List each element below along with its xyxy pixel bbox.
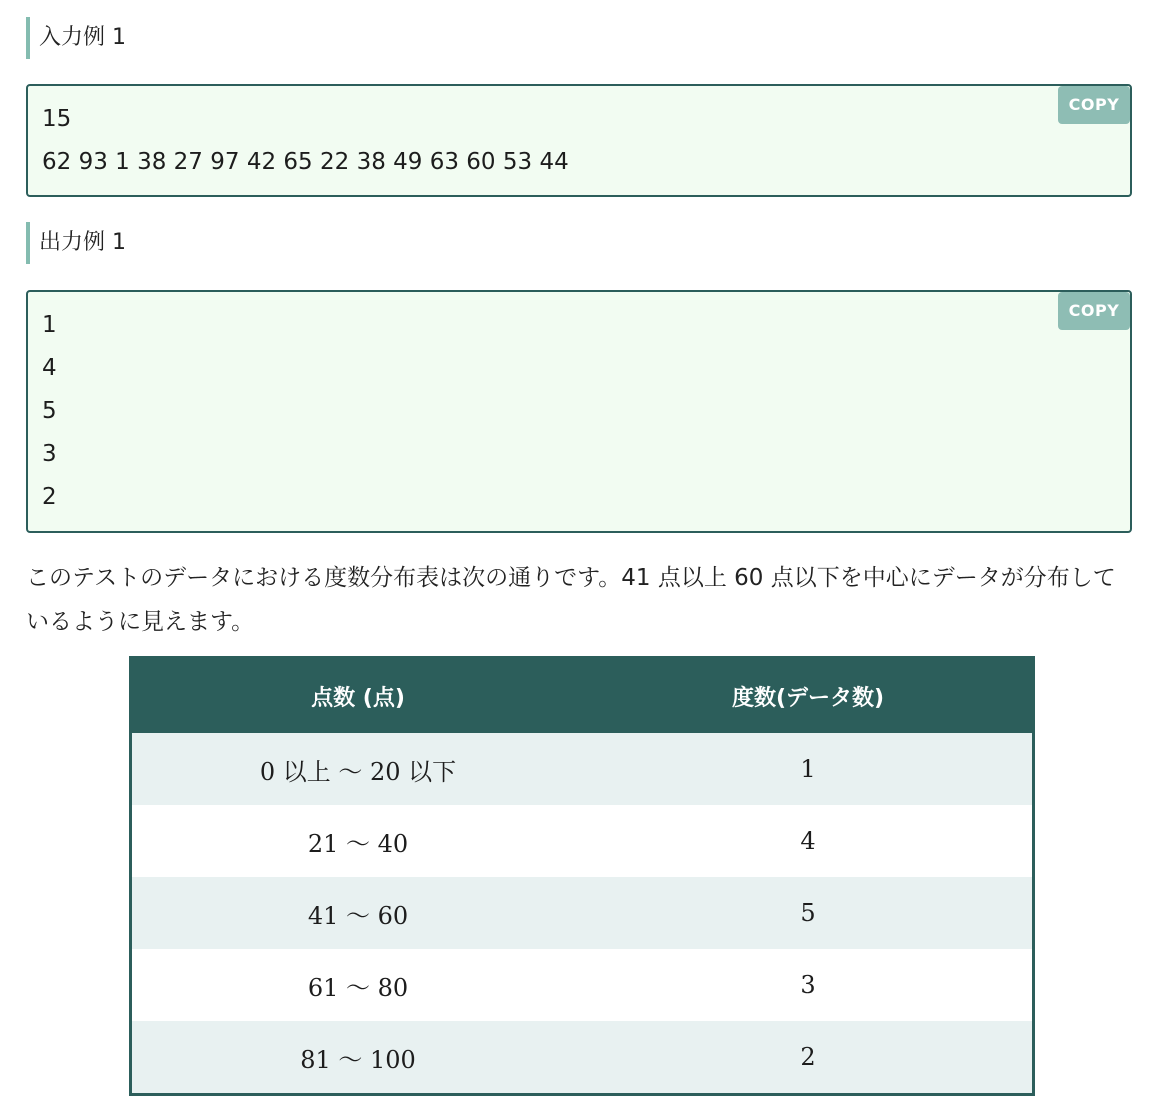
input-line: 62 93 1 38 27 97 42 65 22 38 49 63 60 53 44 [42,149,569,175]
output-line: 4 [42,355,57,381]
score-range-cell: 21 〜 40 [131,805,585,877]
input-example-code-block [26,84,1132,197]
table-header-row [131,658,1034,734]
frequency-cell: 1 [584,733,1034,805]
output-example-code-block [26,290,1132,533]
output-line: 5 [42,398,57,424]
input-copy-button[interactable]: COPY [1058,86,1130,124]
frequency-table [129,656,1035,1096]
score-range-cell: 81 〜 100 [131,1021,585,1095]
score-range-cell: 0 以上 〜 20 以下 [131,733,585,805]
frequency-cell: 4 [584,805,1034,877]
table-row [131,1021,1034,1095]
table-row [131,805,1034,877]
table-row [131,877,1034,949]
input-example-code-text [42,98,569,184]
table-row [131,949,1034,1021]
frequency-cell: 2 [584,1021,1034,1095]
output-line: 2 [42,484,57,510]
explanation-paragraph: このテストのデータにおける度数分布表は次の通りです。41 点以上 60 点以下を中心にデータが分布しているように見えます。 [26,565,1116,635]
header-score: 点数 (点) [131,658,585,734]
output-line: 1 [42,312,57,338]
frequency-cell: 3 [584,949,1034,1021]
output-example-heading: 出力例 1 [26,222,126,264]
output-example-code-text [42,304,57,519]
frequency-cell: 5 [584,877,1034,949]
output-copy-button[interactable]: COPY [1058,292,1130,330]
table-row [131,733,1034,805]
input-example-heading: 入力例 1 [26,17,126,59]
header-frequency: 度数(データ数) [584,658,1034,734]
output-line: 3 [42,441,57,467]
score-range-cell: 41 〜 60 [131,877,585,949]
score-range-cell: 61 〜 80 [131,949,585,1021]
input-line: 15 [42,106,72,132]
